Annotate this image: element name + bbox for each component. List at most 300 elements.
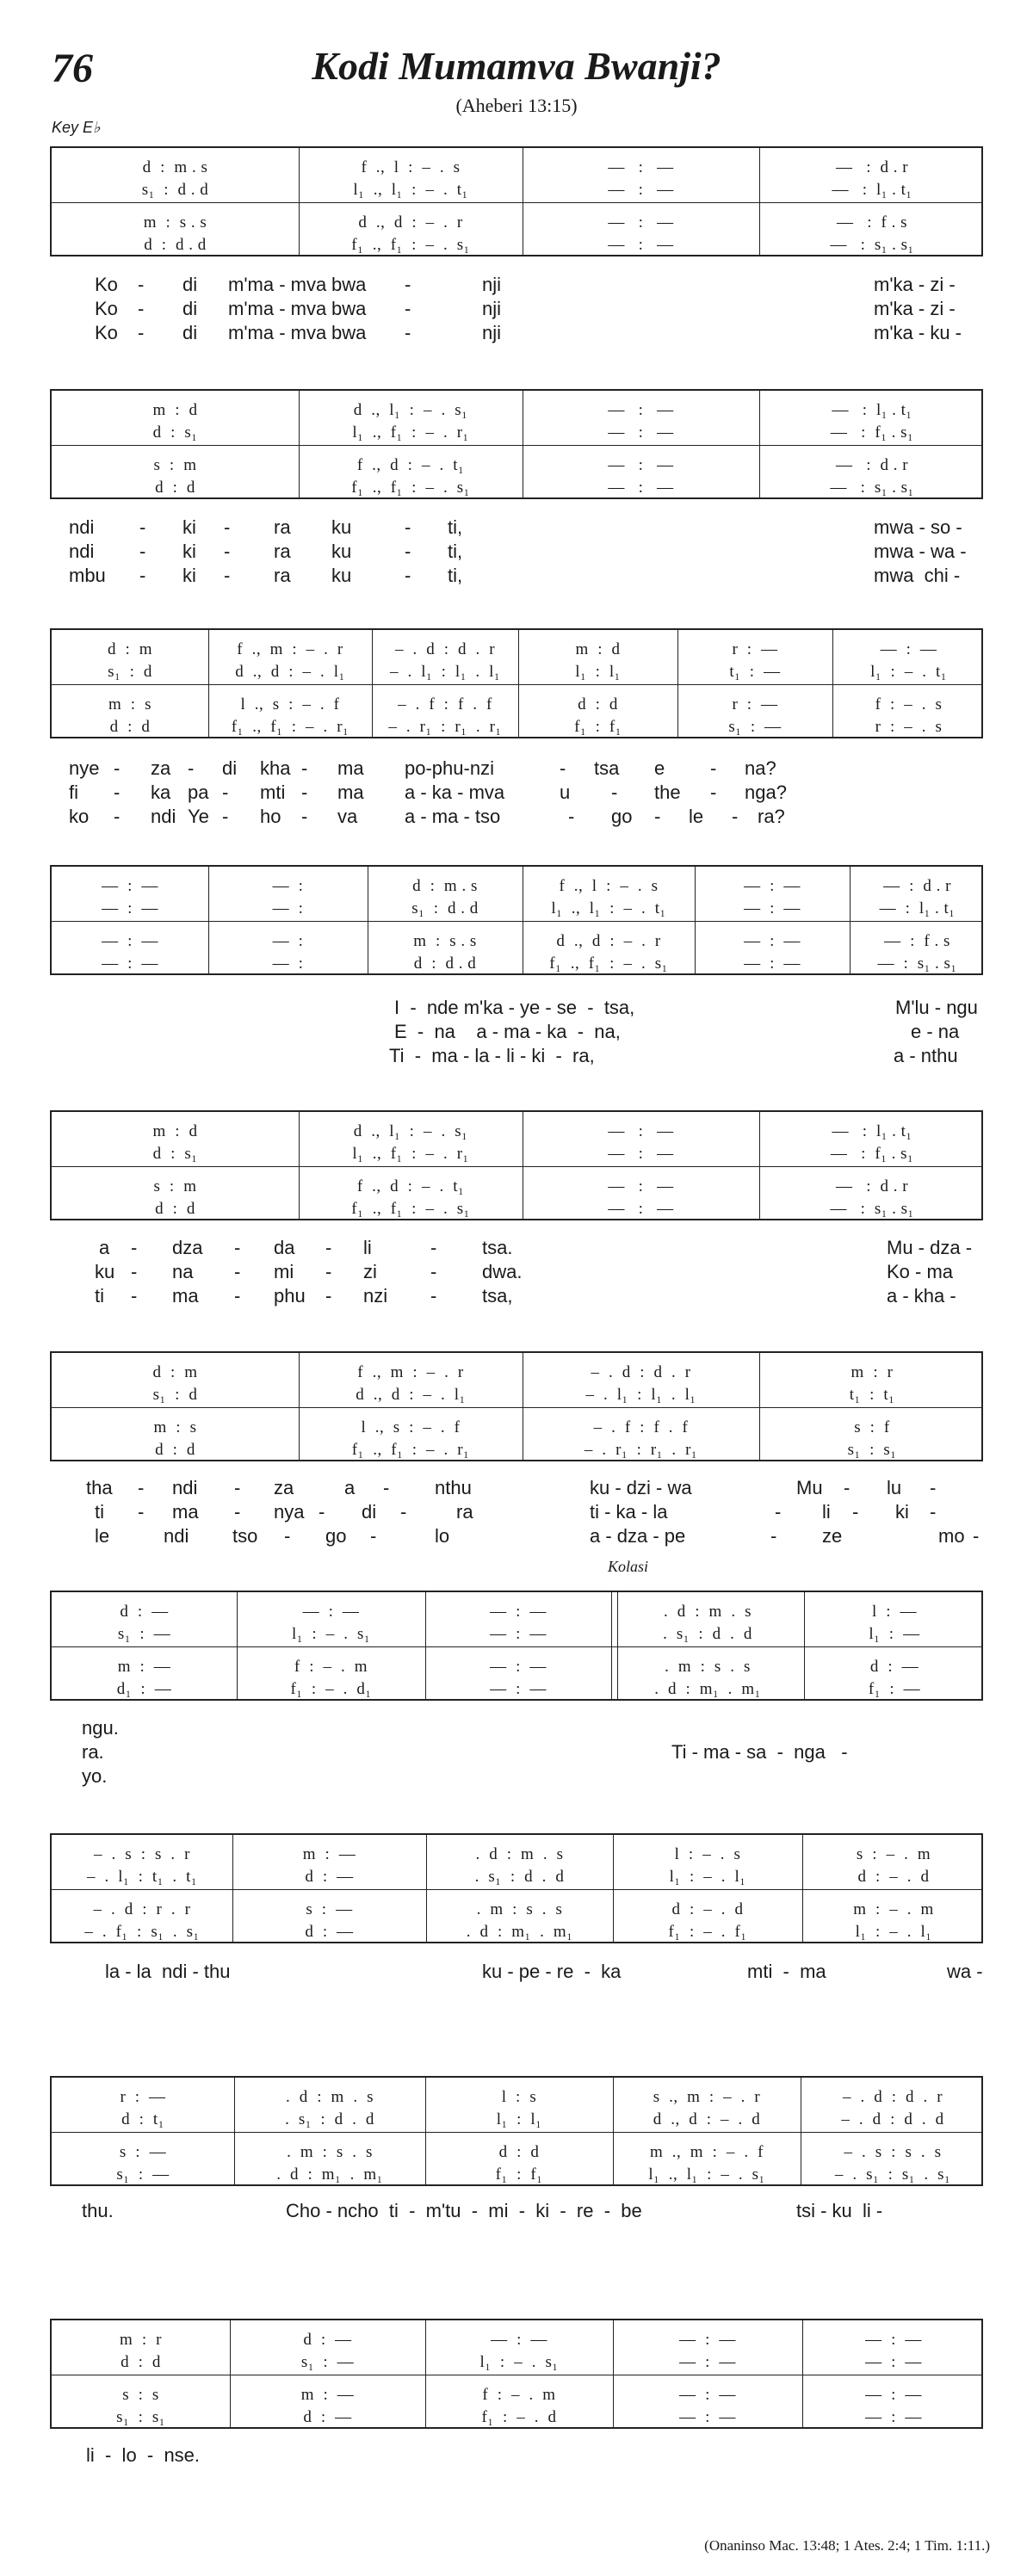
solfa-measure: — : —	[608, 1177, 674, 1195]
lyric-syllable: ti	[95, 1501, 104, 1523]
lyric-syllable: -	[400, 1501, 407, 1523]
solfa-measure: l₁ : l₁	[496, 2110, 542, 2128]
lyric-syllable: fi	[69, 781, 78, 803]
solfa-measure: m : s . s	[413, 932, 477, 950]
voice-row	[52, 179, 981, 201]
lyric-syllable: -	[560, 757, 566, 779]
lyric-syllable: mwa - so -	[874, 516, 962, 538]
solfa-measure: — :	[272, 932, 304, 950]
lyric-syllable: -	[301, 757, 308, 779]
lyric-syllable: ra.	[82, 1741, 104, 1763]
solfa-system	[50, 1833, 983, 1943]
lyric-syllable: -	[405, 298, 411, 319]
lyric-syllable: ma	[172, 1501, 199, 1523]
lyric-syllable: -	[131, 1237, 138, 1258]
solfa-measure: d : m	[107, 640, 153, 658]
lyric-syllable: -	[405, 274, 411, 295]
solfa-measure: s₁ : —	[117, 1625, 171, 1643]
lyric-syllable: ku	[95, 1261, 115, 1282]
voice-row	[52, 694, 981, 716]
lyric-syllable: -	[138, 322, 145, 343]
solfa-measure: – . d : d . r	[591, 1363, 691, 1381]
lyric-syllable: -	[325, 1285, 332, 1307]
voice-row	[52, 1921, 981, 1943]
solfa-measure: — : d . r	[835, 1177, 909, 1195]
lyric-syllable: -	[234, 1285, 241, 1307]
solfa-measure: — : —	[744, 954, 801, 973]
solfa-measure: m : —	[302, 1845, 356, 1863]
solfa-measure: d ., d : – . l₁	[235, 663, 345, 681]
solfa-measure: f₁ : – . f₁	[668, 1923, 747, 1941]
lyric-syllable: ku	[331, 565, 352, 586]
lyric-syllable: yo.	[82, 1765, 108, 1787]
lyric-syllable: nji	[482, 298, 502, 319]
solfa-measure: d : —	[305, 1868, 354, 1886]
lyric-syllable: -	[114, 757, 121, 779]
solfa-measure: – . l₁ : l₁ . l₁	[390, 663, 500, 681]
lyric-syllable: tsa.	[482, 1237, 513, 1258]
lyric-syllable: Mu	[796, 1477, 823, 1498]
lyric-syllable: la - la ndi - thu	[105, 1961, 231, 1982]
voice-row	[52, 1899, 981, 1921]
lyric-syllable: Ko	[95, 322, 118, 343]
voice-row	[52, 639, 981, 661]
solfa-measure: d : d	[155, 1200, 195, 1218]
solfa-measure: d : – . d	[857, 1868, 930, 1886]
solfa-measure: – . s : s . r	[94, 1845, 190, 1863]
lyric-syllable: a - dza - pe	[590, 1525, 686, 1547]
solfa-measure: s₁ : d	[152, 1386, 198, 1404]
lyric-syllable: m'ma - mva	[228, 274, 327, 295]
solfa-measure: r : —	[120, 2088, 166, 2106]
lyric-syllable: bwa	[331, 274, 367, 295]
solfa-measure: s : s	[122, 2386, 159, 2404]
solfa-measure: – . d : d . r	[842, 2088, 943, 2106]
solfa-measure: l ., s : – . f	[240, 695, 340, 713]
solfa-measure: . d : m . s	[664, 1603, 752, 1621]
solfa-measure: — : —	[608, 1200, 674, 1218]
solfa-system	[50, 628, 983, 738]
solfa-measure: d ., d : – . r	[556, 932, 661, 950]
solfa-measure: — : —	[744, 899, 801, 917]
lyric-syllable: mwa chi -	[874, 565, 961, 586]
lyric-syllable: -	[430, 1237, 437, 1258]
lyric-syllable: nzi	[363, 1285, 388, 1307]
solfa-measure: — : l₁ . t₁	[832, 401, 912, 419]
lyric-syllable: -	[138, 298, 145, 319]
lyric-syllable: -	[930, 1477, 937, 1498]
lyric-syllable: ndi	[164, 1525, 189, 1547]
solfa-measure: d₁ : —	[116, 1680, 172, 1698]
solfa-measure: s : f	[854, 1418, 890, 1436]
lyric-syllable: tso	[232, 1525, 258, 1547]
lyric-syllable: lu	[887, 1477, 902, 1498]
solfa-measure: — : —	[608, 401, 674, 419]
lyric-syllable: ti	[95, 1285, 104, 1307]
solfa-measure: r : —	[732, 695, 778, 713]
solfa-measure: d : —	[305, 1923, 354, 1941]
solfa-measure: s₁ : —	[116, 2165, 170, 2184]
solfa-measure: — : —	[679, 2331, 736, 2349]
lyric-syllable: di	[182, 274, 198, 295]
solfa-measure: . d : m . s	[475, 1845, 564, 1863]
solfa-measure: l₁ ., l₁ : – . t₁	[551, 899, 666, 917]
lyric-syllable: ra	[274, 516, 291, 538]
solfa-system	[50, 2076, 983, 2186]
lyric-syllable: ku	[331, 541, 352, 562]
voice-row	[52, 1384, 981, 1406]
lyric-syllable: -	[973, 1525, 980, 1547]
voice-row	[52, 1439, 981, 1461]
voice-row	[52, 1417, 981, 1439]
lyric-syllable: -	[114, 806, 121, 827]
solfa-measure: — : —	[744, 877, 801, 895]
solfa-measure: – . f : f . f	[593, 1418, 689, 1436]
solfa-measure: s₁ : s₁	[116, 2408, 165, 2426]
voice-row	[52, 157, 981, 179]
solfa-measure: s₁ : d . d	[141, 181, 209, 199]
lyric-syllable: le	[95, 1525, 110, 1547]
lyric-syllable: va	[337, 806, 358, 827]
lyric-syllable: ki	[182, 541, 196, 562]
lyric-syllable: m'ma - mva	[228, 322, 327, 343]
solfa-measure: d : d . d	[413, 954, 477, 973]
lyric-syllable: -	[138, 1501, 145, 1523]
lyric-syllable: le	[689, 806, 704, 827]
solfa-measure: d : d	[155, 479, 195, 497]
lyric-syllable: -	[430, 1261, 437, 1282]
solfa-measure: d ., d : – . r	[358, 213, 463, 232]
voice-row	[52, 1601, 981, 1623]
solfa-system	[50, 1351, 983, 1461]
solfa-measure: — : —	[679, 2408, 736, 2426]
voice-row	[52, 1143, 981, 1165]
lyric-syllable: u	[560, 781, 571, 803]
lyric-syllable: -	[930, 1501, 937, 1523]
lyric-syllable: go	[325, 1525, 347, 1547]
solfa-measure: . d : m . s	[286, 2088, 374, 2106]
lyric-syllable: bwa	[331, 298, 367, 319]
lyric-syllable: a - nthu	[894, 1045, 958, 1066]
solfa-measure: — :	[272, 899, 304, 917]
solfa-measure: f : – . m	[482, 2386, 556, 2404]
solfa-measure: — : —	[679, 2386, 736, 2404]
lyric-syllable: ku - pe - re - ka	[482, 1961, 622, 1982]
solfa-measure: d : m . s	[142, 158, 208, 176]
scripture-reference: (Aheberi 13:15)	[455, 95, 578, 116]
solfa-measure: — : —	[608, 236, 674, 254]
lyric-syllable: ki	[182, 516, 196, 538]
solfa-measure: — : f . s	[837, 213, 907, 232]
solfa-measure: d : d	[121, 2353, 161, 2371]
staff-divider	[52, 1407, 981, 1408]
voice-row	[52, 930, 981, 953]
lyric-syllable: ti,	[448, 516, 463, 538]
lyric-syllable: -	[710, 757, 717, 779]
solfa-measure: s₁ : s₁	[847, 1441, 897, 1459]
lyric-syllable: -	[222, 806, 229, 827]
lyric-syllable: ku - dzi - wa	[590, 1477, 692, 1498]
voice-row	[52, 2329, 981, 2351]
voice-row	[52, 2086, 981, 2109]
solfa-measure: — : d . r	[883, 877, 951, 895]
lyric-syllable: za	[151, 757, 171, 779]
solfa-measure: – . d : r . r	[93, 1900, 191, 1918]
solfa-measure: – . l₁ : t₁ . t₁	[87, 1868, 197, 1886]
hymn-title: Kodi Mumamva Bwanji?	[312, 44, 721, 88]
lyric-syllable: -	[138, 1477, 145, 1498]
solfa-measure: d : d	[498, 2143, 540, 2161]
lyric-syllable: po-phu-nzi	[405, 757, 494, 779]
lyric-syllable: tsa	[594, 757, 620, 779]
solfa-measure: m : r	[120, 2331, 162, 2349]
voice-row	[52, 212, 981, 234]
solfa-measure: s ., m : – . r	[653, 2088, 761, 2106]
solfa-measure: — : f . s	[884, 932, 950, 950]
solfa-measure: . m : s . s	[476, 1900, 563, 1918]
lyric-syllable: m'ka - zi -	[874, 298, 956, 319]
lyric-syllable: m'ka - ku -	[874, 322, 962, 343]
solfa-measure: l₁ : – . s₁	[479, 2353, 559, 2371]
solfa-measure: — : d . r	[835, 158, 909, 176]
solfa-measure: d : —	[303, 2331, 352, 2349]
solfa-measure: — : f₁ . s₁	[830, 423, 914, 442]
lyric-syllable: ki	[182, 565, 196, 586]
solfa-system	[50, 2319, 983, 2429]
solfa-measure: s : —	[119, 2143, 167, 2161]
solfa-measure: s : m	[153, 1177, 197, 1195]
solfa-measure: l : – . s	[674, 1845, 741, 1863]
voice-row	[52, 2384, 981, 2406]
voice-row	[52, 1198, 981, 1220]
solfa-measure: l₁ : – . l₁	[669, 1868, 746, 1886]
lyric-syllable: -	[611, 781, 618, 803]
solfa-measure: — : —	[865, 2331, 922, 2349]
solfa-measure: — : —	[865, 2353, 922, 2371]
lyric-syllable: ku	[331, 516, 352, 538]
solfa-measure: l₁ ., l₁ : – . t₁	[353, 181, 468, 199]
solfa-measure: d ., l₁ : – . s₁	[353, 1122, 468, 1140]
lyric-syllable: -	[430, 1285, 437, 1307]
solfa-measure: — : l₁ . t₁	[832, 181, 912, 199]
lyric-syllable: wa -	[947, 1961, 983, 1982]
lyric-syllable: ra	[274, 541, 291, 562]
lyric-syllable: nji	[482, 274, 502, 295]
voice-row	[52, 422, 981, 444]
solfa-measure: f ., d : – . t₁	[356, 1177, 465, 1195]
lyric-syllable: -	[370, 1525, 377, 1547]
lyric-syllable: the	[654, 781, 681, 803]
solfa-measure: — : —	[679, 2353, 736, 2371]
solfa-measure: – . d : d . r	[394, 640, 496, 658]
lyric-syllable: -	[325, 1237, 332, 1258]
lyric-syllable: nji	[482, 322, 502, 343]
lyric-syllable: -	[234, 1237, 241, 1258]
lyric-syllable: ndi	[172, 1477, 198, 1498]
lyric-syllable: -	[405, 541, 411, 562]
lyric-syllable: phu	[274, 1285, 306, 1307]
lyric-syllable: ma	[337, 757, 364, 779]
solfa-measure: — : —	[490, 1603, 547, 1621]
lyric-syllable: Mu - dza -	[887, 1237, 973, 1258]
solfa-system	[50, 1110, 983, 1220]
voice-row	[52, 1623, 981, 1646]
lyric-syllable: lo	[435, 1525, 450, 1547]
solfa-measure: d : m . s	[412, 877, 478, 895]
lyric-syllable: kha	[260, 757, 291, 779]
key-signature: Key E♭	[52, 119, 101, 136]
lyric-syllable: -	[224, 541, 231, 562]
lyric-syllable: -	[188, 757, 195, 779]
hymn-number: 76	[52, 46, 93, 91]
solfa-measure: m : s . s	[143, 213, 207, 232]
staff-divider	[52, 2132, 981, 2133]
solfa-measure: m : d	[152, 1122, 198, 1140]
voice-row	[52, 953, 981, 975]
solfa-measure: — :	[272, 954, 304, 973]
lyric-syllable: -	[775, 1501, 782, 1523]
lyric-syllable: -	[568, 806, 575, 827]
staff-divider	[52, 1166, 981, 1167]
solfa-measure: – . f : f . f	[398, 695, 492, 713]
solfa-measure: s₁ : —	[728, 718, 782, 736]
lyric-syllable: -	[852, 1501, 859, 1523]
solfa-measure: . s₁ : d . d	[285, 2110, 374, 2128]
lyric-syllable: -	[405, 322, 411, 343]
lyric-syllable: dza	[172, 1237, 203, 1258]
voice-row	[52, 2109, 981, 2131]
lyric-syllable: ti - ka - la	[590, 1501, 668, 1523]
lyric-syllable: pa	[188, 781, 209, 803]
lyric-syllable: -	[222, 781, 229, 803]
lyric-syllable: -	[224, 565, 231, 586]
solfa-measure: l : —	[871, 1603, 918, 1621]
lyric-syllable: na	[172, 1261, 194, 1282]
solfa-measure: f₁ : —	[868, 1680, 921, 1698]
solfa-measure: l₁ : —	[869, 1625, 920, 1643]
solfa-measure: f₁ ., f₁ : – . s₁	[351, 1200, 470, 1218]
solfa-measure: — : —	[608, 1122, 674, 1140]
solfa-measure: – . l₁ : l₁ . l₁	[585, 1386, 696, 1404]
solfa-measure: s₁ : d . d	[411, 899, 479, 917]
lyric-syllable: -	[710, 781, 717, 803]
lyric-syllable: ho	[260, 806, 281, 827]
solfa-measure: d : —	[303, 2408, 352, 2426]
solfa-measure: — : —	[490, 1625, 547, 1643]
solfa-measure: — :	[272, 877, 304, 895]
solfa-measure: — : l₁ . t₁	[879, 899, 956, 917]
solfa-measure: l₁ : – . s₁	[292, 1625, 370, 1643]
solfa-measure: — : —	[744, 932, 801, 950]
solfa-measure: — : —	[608, 1145, 674, 1163]
voice-row	[52, 1678, 981, 1701]
lyric-syllable: Cho - ncho ti - m'tu - mi - ki - re - be	[286, 2200, 642, 2221]
voice-row	[52, 716, 981, 738]
solfa-measure: l₁ : – . t₁	[870, 663, 947, 681]
lyric-syllable: e	[654, 757, 665, 779]
lyric-syllable: -	[131, 1285, 138, 1307]
solfa-measure: f ., m : – . r	[357, 1363, 464, 1381]
solfa-measure: d : s₁	[152, 1145, 198, 1163]
solfa-measure: m : —	[117, 1658, 171, 1676]
solfa-measure: f ., d : – . t₁	[356, 456, 465, 474]
lyric-syllable: za	[274, 1477, 294, 1498]
lyric-syllable: m'ka - zi -	[874, 274, 956, 295]
lyric-syllable: -	[405, 565, 411, 586]
lyric-syllable: nga?	[745, 781, 787, 803]
lyric-syllable: dwa.	[482, 1261, 523, 1282]
solfa-measure: l₁ : l₁	[575, 663, 621, 681]
solfa-measure: m : —	[300, 2386, 355, 2404]
solfa-measure: — : —	[608, 181, 674, 199]
lyric-syllable: mti	[260, 781, 286, 803]
lyric-syllable: da	[274, 1237, 295, 1258]
solfa-measure: m : – . m	[853, 1900, 934, 1918]
solfa-measure: m ., m : – . f	[650, 2143, 764, 2161]
solfa-measure: l ., s : – . f	[361, 1418, 461, 1436]
solfa-measure: . d : m₁ . m₁	[276, 2165, 383, 2184]
solfa-measure: f ., l : – . s	[559, 877, 659, 895]
solfa-measure: — : —	[608, 479, 674, 497]
solfa-measure: d : d	[578, 695, 618, 713]
voice-row	[52, 661, 981, 683]
lyric-syllable: a	[344, 1477, 356, 1498]
solfa-measure: f₁ : f₁	[495, 2165, 543, 2184]
solfa-measure: f₁ ., f₁ : – . r₁	[231, 718, 349, 736]
lyric-syllable: di	[222, 757, 238, 779]
lyric-syllable: m'ma - mva	[228, 298, 327, 319]
solfa-measure: – . f₁ : s₁ . s₁	[84, 1923, 200, 1941]
solfa-measure: s : —	[306, 1900, 353, 1918]
lyric-syllable: -	[301, 781, 308, 803]
solfa-measure: d : —	[120, 1603, 169, 1621]
voice-row	[52, 2406, 981, 2429]
footer-references: (Onaninso Mac. 13:48; 1 Ates. 2:4; 1 Tim. 1:11.)	[704, 2537, 990, 2554]
lyric-syllable: -	[770, 1525, 777, 1547]
solfa-measure: — : f₁ . s₁	[830, 1145, 914, 1163]
solfa-measure: — : —	[865, 2386, 922, 2404]
voice-row	[52, 1844, 981, 1866]
solfa-system	[50, 1591, 983, 1701]
lyric-syllable: Ko - ma	[887, 1261, 954, 1282]
solfa-measure: f ., m : – . r	[237, 640, 343, 658]
lyric-syllable: M'lu - ngu	[895, 997, 978, 1018]
solfa-measure: — : —	[880, 640, 937, 658]
voice-row	[52, 1176, 981, 1198]
solfa-measure: l₁ ., f₁ : – . r₁	[352, 423, 469, 442]
lyric-syllable: ze	[822, 1525, 843, 1547]
lyric-syllable: E - na a - ma - ka - na,	[394, 1021, 621, 1042]
lyric-syllable: mti - ma	[747, 1961, 826, 1982]
lyric-syllable: mo	[938, 1525, 965, 1547]
solfa-measure: m : r	[851, 1363, 894, 1381]
lyric-syllable: -	[844, 1477, 851, 1498]
lyric-syllable: ra	[274, 565, 291, 586]
solfa-measure: . m : s . s	[287, 2143, 373, 2161]
lyric-syllable: ka	[151, 781, 171, 803]
lyric-syllable: -	[114, 781, 121, 803]
solfa-measure: — : —	[490, 1680, 547, 1698]
solfa-measure: – . s : s . s	[844, 2143, 942, 2161]
solfa-measure: — : —	[302, 1603, 360, 1621]
solfa-measure: f₁ : – . d	[481, 2408, 557, 2426]
lyric-syllable: -	[234, 1477, 241, 1498]
solfa-measure: . m : s . s	[665, 1658, 751, 1676]
solfa-measure: t₁ : t₁	[849, 1386, 895, 1404]
solfa-measure: m : d	[575, 640, 621, 658]
solfa-measure: r : —	[732, 640, 778, 658]
lyric-syllable: li - lo - nse.	[86, 2444, 201, 2466]
